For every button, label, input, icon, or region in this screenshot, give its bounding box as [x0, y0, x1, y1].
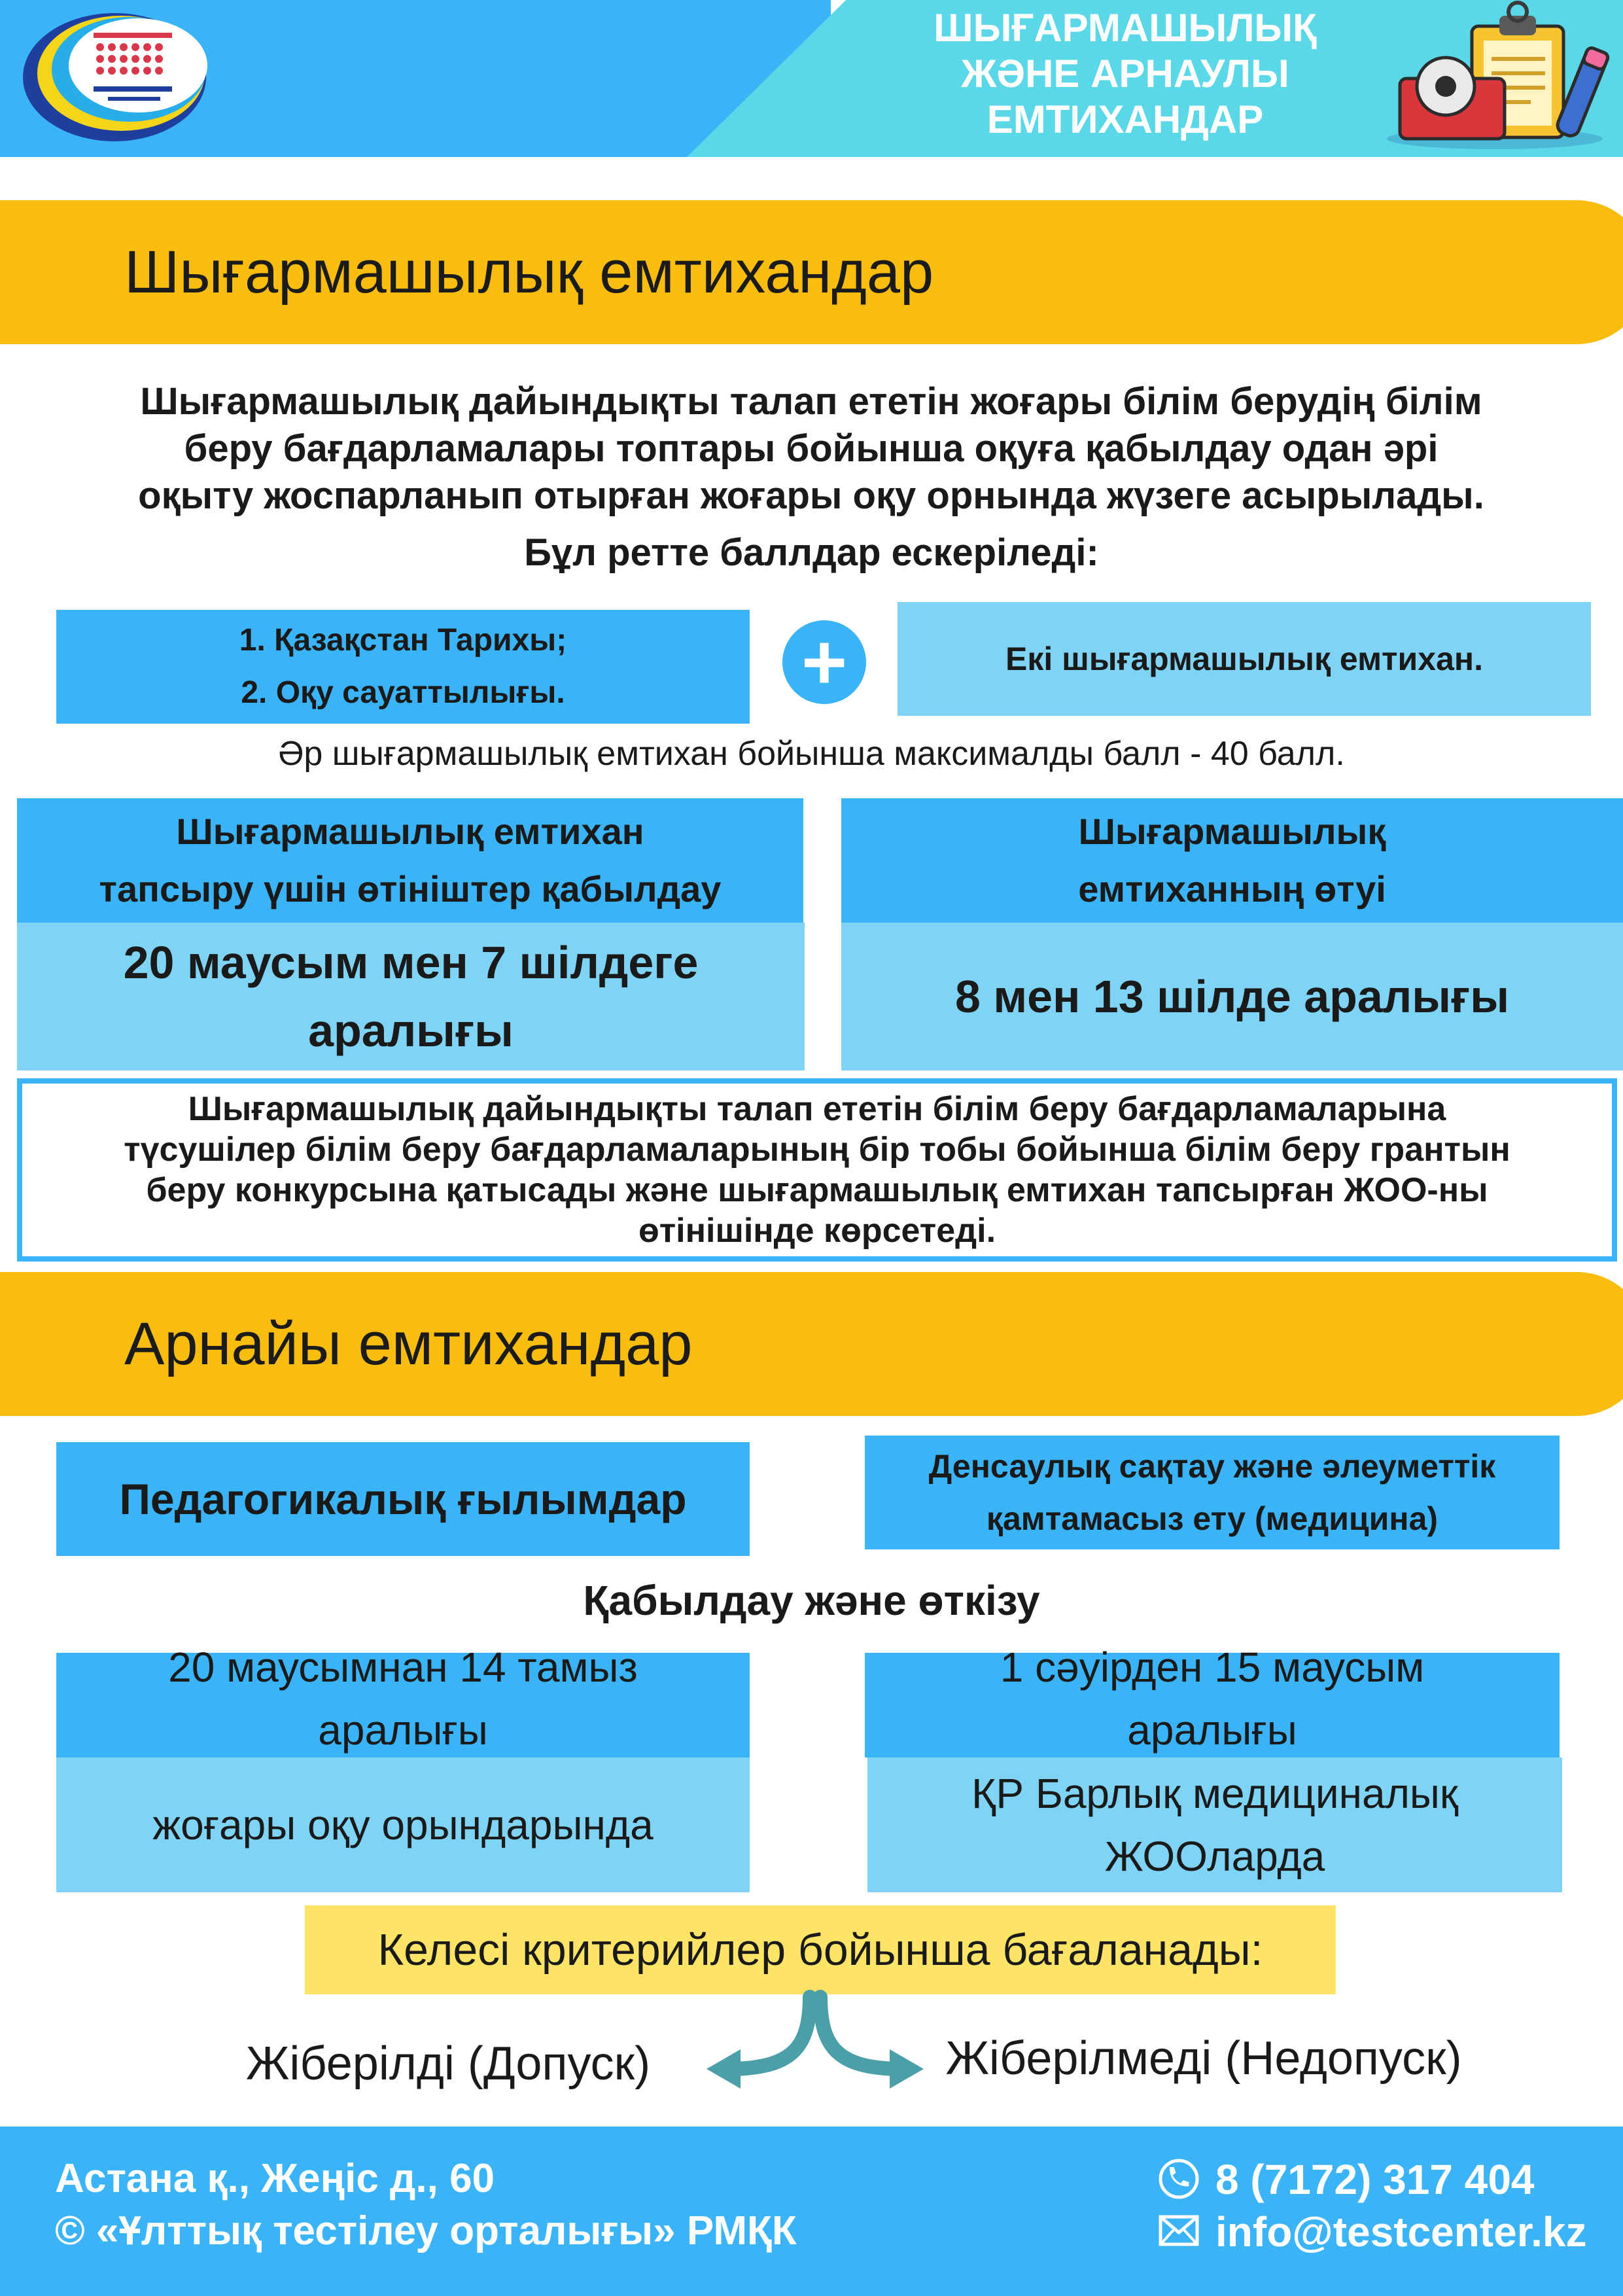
applications-value: [17, 923, 805, 1070]
note-line: түсушілер білім беру бағдарламаларының бір тобы бойынша білім беру грантын: [124, 1131, 1510, 1169]
intro-line: беру бағдарламалары топтары бойынша оқуға қабылдау одан әрі: [184, 427, 1439, 470]
footer-address: Астана қ., Жеңіс д., 60: [55, 2156, 495, 2201]
header-title-line: ЕМТИХАНДАР: [986, 97, 1264, 141]
footer-email[interactable]: info@testcenter.kz: [1215, 2208, 1587, 2255]
applications-title-line: тапсыру үшін өтініштер қабылдау: [99, 868, 722, 910]
exam-period-title: [841, 798, 1623, 923]
medicine-dates-line: 1 сәуірден 15 маусым: [1000, 1644, 1425, 1691]
criteria-text: Келесі критерийлер бойынша бағаланады:: [377, 1925, 1263, 1975]
exam-period-value-text: 8 мен 13 шілде аралығы: [954, 971, 1509, 1022]
pedagogy-dates-line: 20 маусымнан 14 тамыз: [168, 1644, 638, 1691]
footer-phone[interactable]: 8 (7172) 317 404: [1215, 2156, 1535, 2203]
header-title: [844, 5, 1406, 143]
fork-arrows-icon: [693, 1989, 942, 2094]
pedagogy-text: Педагогикалық ғылымдар: [119, 1475, 687, 1523]
medicine-box: [865, 1436, 1560, 1549]
medicine-place-line: ЖООларда: [1104, 1833, 1325, 1880]
pedagogy-dates: [56, 1644, 750, 1757]
exam-period-title-line: емтиханның өтуі: [1078, 868, 1386, 910]
max-score-note: [0, 728, 1623, 780]
medicine-dates-line: аралығы: [1127, 1706, 1297, 1754]
criteria-box: [305, 1905, 1336, 1994]
applications-title: [17, 798, 803, 923]
plus-symbol: +: [801, 618, 848, 706]
phone-icon: [1158, 2158, 1200, 2200]
two-exams-text: Екі шығармашылық емтихан.: [1005, 641, 1483, 677]
medicine-dates: [865, 1644, 1560, 1757]
note-line: беру конкурсына қатысады және шығармашылық емтихан тапсырған ЖОО-ны: [146, 1171, 1488, 1209]
subject-item: 1. Қазақстан Тарихы;: [239, 623, 567, 658]
max-score-text: Әр шығармашылық емтихан бойынша максималды балл - 40 балл.: [278, 735, 1345, 773]
note-line: Шығармашылық дайындықты талап ететін білім беру бағдарламаларына: [188, 1090, 1446, 1128]
two-exams-box: [898, 602, 1591, 716]
pedagogy-place-text: жоғары оқу орындарында: [152, 1801, 654, 1848]
medicine-place-line: ҚР Барлық медициналық: [971, 1770, 1458, 1817]
header-title-line: ЖӘНЕ АРНАУЛЫ: [961, 52, 1289, 96]
intro-line: оқыту жоспарланып отырған жоғары оқу орнында жүзеге асырылады.: [138, 474, 1484, 517]
medicine-line: Денсаулық сақтау және әлеуметтік: [928, 1448, 1496, 1485]
admitted-text: Жіберілді (Допуск): [245, 2038, 651, 2090]
section-title-creative: [0, 200, 1623, 344]
medicine-place: [867, 1757, 1562, 1892]
applications-title-line: Шығармашылық емтихан: [176, 811, 644, 852]
section-title-text: Шығармашылық емтихандар: [124, 238, 934, 306]
pedagogy-dates-line: аралығы: [318, 1706, 488, 1754]
header-title-line: ШЫҒАРМАШЫЛЫҚ: [934, 6, 1317, 50]
footer-copyright: © «Ұлттық тестілеу орталығы» РМҚК: [55, 2208, 797, 2253]
note-line: өтінішінде көрсетеді.: [638, 1212, 996, 1250]
subjects-box: [56, 610, 750, 724]
plus-icon: [782, 620, 866, 704]
section-title-special: [0, 1272, 1623, 1416]
creative-intro: [13, 378, 1609, 520]
exam-period-title-line: Шығармашылық: [1078, 811, 1386, 852]
applications-value-line: 20 маусым мен 7 шілдеге: [123, 937, 699, 988]
email-icon: [1158, 2213, 1200, 2250]
logo: [16, 7, 213, 144]
admitted-label: [196, 2031, 700, 2096]
creative-note-box: [17, 1078, 1617, 1262]
pedagogy-place: [56, 1757, 750, 1892]
stationery-illustration: [1374, 0, 1616, 154]
not-admitted-text: Жіберілмеді (Недопуск): [945, 2032, 1462, 2085]
medicine-line: қамтамасыз ету (медицина): [986, 1500, 1439, 1537]
exam-period-value: [841, 923, 1623, 1070]
applications-value-line: аралығы: [308, 1005, 514, 1056]
not-admitted-label: [916, 2026, 1492, 2091]
scores-note-text: Бұл ретте баллдар ескеріледі:: [524, 531, 1099, 574]
scores-note: [0, 523, 1623, 581]
admission-label-text: Қабылдау және өткізу: [583, 1577, 1040, 1624]
pedagogy-box: [56, 1442, 750, 1556]
section-title-text: Арнайы емтихандар: [124, 1310, 693, 1377]
subject-item: 2. Оқу сауаттылығы.: [241, 675, 565, 710]
admission-label: [0, 1568, 1623, 1633]
intro-line: Шығармашылық дайындықты талап ететін жоғары білім берудің білім: [140, 380, 1482, 423]
